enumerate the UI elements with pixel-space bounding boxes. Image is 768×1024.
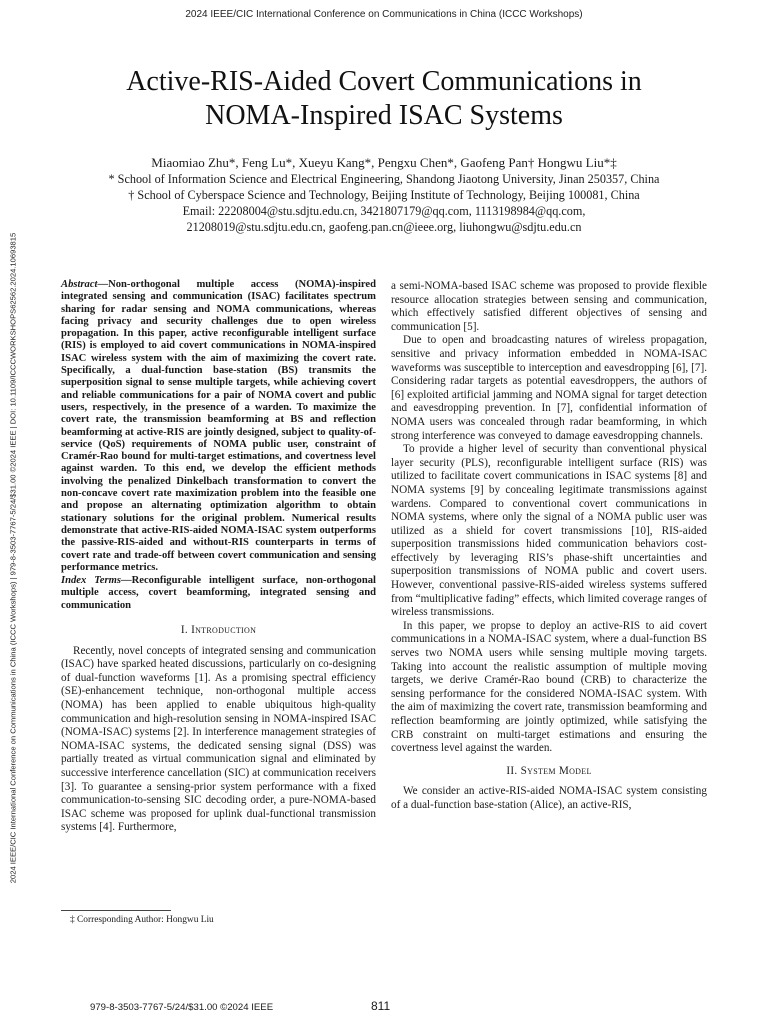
abstract xyxy=(61,279,376,574)
section-number: I. xyxy=(180,624,188,637)
footnote-rule xyxy=(61,910,171,911)
index-terms-text: —Reconfigurable intelligent surface, non-orthogonal multiple access, covert beamforming, integrated sensing and communication xyxy=(61,575,376,611)
paragraph: In this paper, we propse to deploy an active-RIS to aid covert communications in a NOMA-ISAC system, where a dual-function BS serves two NOMA users while sensing multiple moving targets. Taking into account the realistic assumption of multiple moving targets, we derive Cramér-Rao bound (CRB) to characterize the sensing performance for the considered NOMA-ISAC system. With the aim of maximizing the covert rate, transmission beamforming and reflection beamforming are jointly optimized, while satisfying the CRB constraint on multi-target estimations and ensuring the covertness level against the warden. xyxy=(391,619,707,755)
abstract-text: —Non-orthogonal multiple access (NOMA)-inspired integrated sensing and communication (ISAC) facilitates spectrum sharing for radar sensing and NOMA communications, whereas facing privacy and security challenges due to open wireless propagation. In this paper, active reconfigurable intelligent surface (RIS) is employed to aid covert communications in NOMA-inspired ISAC wireless system with the aim of maximizing the covert rate. Specifically, a dual-function base-station (BS) transmits the superposition signal to sense multiple targets, while achieving covert and reliable communications for a pair of NOMA covert and public users, respectively, in the presence of a warden. To maximize the covert rate, the transmission beamforming at BS and reflection beamforming at active-RIS are jointly designed, subject to quality-of-service (QoS) requirements of NOMA public user, constraint of Cramér-Rao bound for multi-target estimations, and covertness level against warden. To this end, we develop the efficient methods involving the penalized Dinkelbach transformation to convert the non-concave covert rate maximization problem into the feasible one and propose an alternating optimization algorithm to obtain stationary solutions for the original problem. Numerical results demonstrate that active-RIS-aided NOMA-ISAC system outperforms the passive-RIS-aided and without-RIS counterparts in terms of covert rate and trade-off between covert communication and sensing performance metrics. xyxy=(61,279,376,573)
section-heading-system-model xyxy=(391,765,707,779)
section-title: System Model xyxy=(520,764,592,777)
email-line-2: 21208019@stu.sdjtu.edu.cn, gaofeng.pan.cn@ieee.org, liuhongwu@sdjtu.edu.cn xyxy=(186,220,582,234)
affiliation-1: * School of Information Science and Electrical Engineering, Shandong Jiaotong University, Jinan 250357, China xyxy=(108,172,660,186)
paragraph: a semi-NOMA-based ISAC scheme was proposed to provide flexible resource allocation strategies between sensing and communication, which effectively satisfied different objectives of sensing and communication [5]. xyxy=(391,280,707,333)
section-title: Introduction xyxy=(191,624,257,637)
doi-sidebar-text: 2024 IEEE/CIC International Conference on Communications in China (ICCC Workshops) | 979-8-3503-7767-5/24/$31.00 ©2024 IEEE | DOI: 10.1109/ICCCWORKSHOPS62562.2024.10693815 xyxy=(8,232,18,884)
email-line-1: Email: 22208004@stu.sdjtu.edu.cn, 3421807179@qq.com, 1113198984@qq.com, xyxy=(182,204,586,218)
author-block xyxy=(40,155,728,235)
section-heading-introduction xyxy=(61,624,376,638)
running-header: 2024 IEEE/CIC International Conference on Communications in China (ICCC Workshops) xyxy=(185,9,583,20)
copyright-footer: 979-8-3503-7767-5/24/$31.00 ©2024 IEEE xyxy=(90,1002,274,1013)
paper-title xyxy=(40,65,728,133)
index-terms-lead: Index Terms xyxy=(61,575,121,587)
left-column xyxy=(61,279,376,835)
paragraph: Recently, novel concepts of integrated sensing and communication (ISAC) have sparked heated discussions, particularly on co-designing of dual-function waveforms [1]. As a promising spectral efficiency (SE)-enhancement technique, non-orthogonal multiple access (NOMA) has been applied to enable ubiquitous high-quality communication and high-resolution sensing in NOMA-inspired ISAC (NOMA-ISAC) systems [2]. In interference management strategies of NOMA-ISAC systems, the dedicated sensing signal (DSS) was partially treated as virtual communication signal and eliminated by successive interference cancellation (SIC) at communication receivers [3]. To guarantee a sensing-prior system performance with a fixed communication-to-sensing SIC decoding order, a pure-NOMA-based ISAC scheme was proposed for uplink dual-functional transmission systems [4]. Furthermore, xyxy=(61,644,376,834)
paragraph: To provide a higher level of security than conventional physical layer security (PLS), reconfigurable intelligent surface (RIS) was utilized to facilitate covert communications in ISAC systems [8] and NOMA systems [9] by concealing legitimate transmissions against wardens. Compared to conventional covert communications in NOMA systems, where only the signal of a NOMA public user was utilized as a shield for covert transmissions [10], RIS-aided superposition transmissions hided communication behaviors cost-effectively by leveraging RIS’s phase-shift uncertainties and superposition transmissions of NOMA public and covert users. However, conventional passive-RIS-aided wireless systems suffered from “multiplicative fading” effects, which limited coverage ranges of wireless transmissions. xyxy=(391,443,707,619)
footnote: ‡ Corresponding Author: Hongwu Liu xyxy=(70,915,214,925)
abstract-lead: Abstract xyxy=(61,279,98,290)
index-terms xyxy=(61,575,376,612)
paper-title-line-1: Active-RIS-Aided Covert Communications in xyxy=(126,66,642,97)
right-column xyxy=(391,280,707,813)
doi-sidebar xyxy=(6,158,20,958)
author-names: Miaomiao Zhu*, Feng Lu*, Xueyu Kang*, Pengxu Chen*, Gaofeng Pan† Hongwu Liu*‡ xyxy=(151,155,617,170)
paragraph: Due to open and broadcasting natures of wireless propagation, sensitive and privacy information embedded in NOMA-ISAC waveforms was susceptible to interception and eavesdropping [6], [7]. Considering radar targets as potential eavesdroppers, the authors of [6] exploited artificial jamming and NOMA signal for target detection and eavesdropping prevention. In [7], confidential information of NOMA users was concealed through radar beamforming, in which strong interference was conveyed to damage eavesdropping channels. xyxy=(391,334,707,442)
paper-title-line-2: NOMA-Inspired ISAC Systems xyxy=(205,100,563,131)
affiliation-2: † School of Cyberspace Science and Technology, Beijing Institute of Technology, Beijing 100081, China xyxy=(128,188,640,202)
paragraph: We consider an active-RIS-aided NOMA-ISAC system consisting of a dual-function base-station (Alice), an active-RIS, xyxy=(391,785,707,811)
page-number: 811 xyxy=(371,999,391,1013)
section-number: II. xyxy=(506,764,518,777)
